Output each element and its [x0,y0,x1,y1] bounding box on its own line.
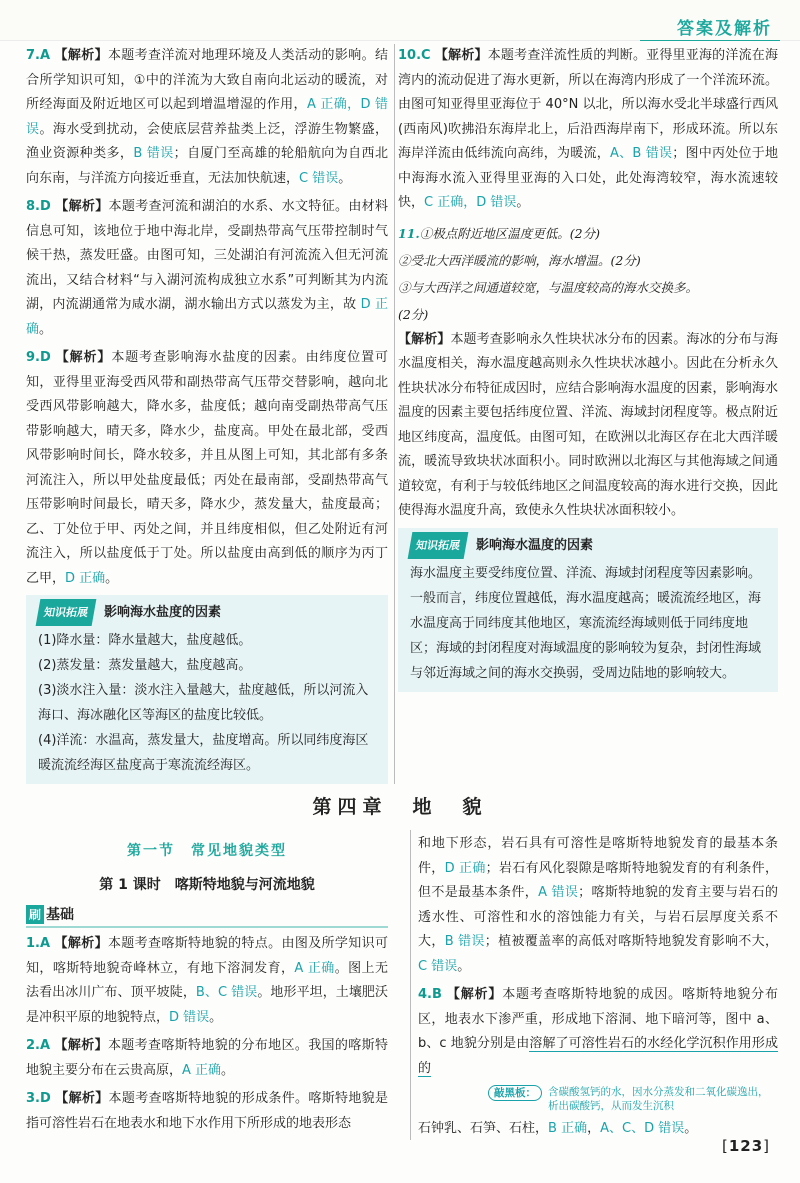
question-number: 10. [398,48,422,63]
analysis-tag: 【解析】 [54,1038,108,1053]
right-column-top [398,44,778,692]
analysis-paragraph [398,328,778,524]
question-number: 2. [26,1038,40,1053]
knowledge-extension-temperature [398,528,778,692]
knowledge-extension-header [38,599,378,626]
answer-letter: A [39,1038,51,1053]
judgement: A、B 错误 [610,146,673,161]
analysis-tag: 【解析】 [434,48,488,63]
knowledge-extension-title: 影响海水温度的因素 [476,537,594,553]
underlined-text: 溶解了可溶性岩石的水经化学沉积作用形成的 [418,1036,778,1076]
analysis-text: 。图上无法看出冰川广布、顶平坡陡， [26,960,388,1000]
question-number: 11. [398,225,420,241]
knowledge-line: (1)降水量：降水量越大，盐度越低。 [38,633,252,648]
handwritten-text: ①极点附近地区温度更低。(2分) [419,225,600,241]
analysis-text: 本题考查喀斯特地貌的特点。由图及所学知识可知，喀斯特地貌奇峰林立，有地下溶洞发育， [26,936,388,976]
judgement: B、C 错误 [195,985,258,1000]
answer-8 [26,195,388,342]
analysis-text: 。 [209,1009,223,1025]
header-rule [640,40,780,41]
left-column-bottom [26,836,388,1140]
answer-9 [26,346,388,591]
analysis-text: 。 [457,958,471,974]
column-divider-bottom [410,830,411,1140]
lesson-title: 第 1 课时 喀斯特地貌与河流地貌 [99,877,315,893]
answer-3 [26,1087,388,1136]
question-number: 7. [26,48,40,63]
knowledge-text: 海水温度主要受纬度位置、洋流、海域封闭程度等因素影响。一般而言，纬度位置越低，海水温度越高；暖流流经地区，海水温度高于同纬度其他地区，寒流流经海域则低于同纬度地区；海域的封闭程度对海域温度的影响较为复杂，封闭性海域与邻近海域之间的海水交换弱，受周边陆地的影响较大。 [410,565,762,681]
analysis-tag: 【解析】 [55,1091,109,1106]
analysis-tag: 【解析】 [54,936,108,951]
judgement: D 正确 [26,297,388,337]
judgement: D 错误 [169,1009,210,1025]
analysis-tag: 【解析】 [446,987,503,1002]
question-number: 3. [26,1091,40,1106]
analysis-text: 。 [516,195,530,210]
judgement: B 错误 [133,146,174,161]
answer-letter: A [39,48,51,63]
judgement: A 正确，D 错误 [26,97,388,137]
judgement: B 错误 [444,934,485,949]
analysis-text: ；喀斯特地貌的发育主要与岩石的透水性、可溶性和水的溶蚀能力有关，与岩石层厚度关系不大， [418,885,778,949]
analysis-text: 。 [684,1121,698,1136]
question-number: 8. [26,199,40,214]
shua-badge: 刷 [26,905,44,924]
judgement: B 正确 [548,1121,588,1136]
analysis-text: 石钟乳、石笋、石柱， [418,1121,549,1136]
handwritten-answer-line: ②受北大西洋暖流的影响，海水增温。(2分) [398,252,641,268]
answer-11 [398,220,778,524]
header-bar [0,0,800,41]
knowledge-extension-title: 影响海水盐度的因素 [104,605,222,620]
answer-3-continued [418,832,778,979]
handwritten-answer-line: (2分) [398,306,429,322]
answer-1 [26,932,388,1030]
chapter-title: 第四章 地 貌 [312,796,488,818]
knowledge-extension-badge: 知识拓展 [36,599,97,626]
knowledge-line: (4)洋流：水温高，蒸发量大，盐度增高。所以同纬度海区暖流流经海区盐度高于寒流流经海区。 [38,733,369,773]
basics-header [26,904,388,928]
judgement: A 正确 [294,960,335,976]
answer-letter: D [39,199,51,214]
column-divider-top [394,44,395,784]
analysis-text: 本题考查洋流性质的判断。亚得里亚海的洋流在海湾内的流动促进了海水更新，所以在海湾内形成了一个洋流环流。由图可知亚得里亚海位于 40°N 以北，所以海水受北半球盛行西风(西南风)吹拂沿东海岸北上，后沿西海岸南下，形成环流。所以东海岸洋流由低纬流向高纬，为暖流， [398,48,778,161]
analysis-text: ；图中丙处位于地中海海水流入亚得里亚海的入口处，此处海湾较窄，海水流速较快， [398,146,778,210]
handwritten-answer-line [398,220,778,247]
analysis-text: 。地形平坦，土壤肥沃是冲积平原的地貌特点， [26,985,388,1025]
analysis-text: ， [587,1121,601,1136]
analysis-text: 本题考查河流和湖泊的水系、水文特征。由材料信息可知，该地位于地中海北岸，受副热带高气压带控制时气候干热，蒸发旺盛。由图可知，三处湖泊有河流流入但无河流流出，又结合材料“与入湖河流构成独立水系”可判断其为内流湖，内流湖通常为咸水湖，湖水输出方式以蒸发为主，故 [26,199,388,312]
left-column-top [26,44,388,784]
knowledge-line: (3)淡水注入量：淡水注入量越大，盐度越低，所以河流入海口、海冰融化区等海区的盐度比较低。 [38,683,369,723]
section-title: 第一节 常见地貌类型 [127,843,287,859]
answer-7 [26,44,388,191]
page-number: [123] [721,1137,770,1155]
knowledge-extension-salinity [26,595,388,784]
analysis-text: 本题考查喀斯特地貌的分布地区。我国的喀斯特地貌主要分布在云贵高原， [26,1038,388,1078]
analysis-tag: 【解析】 [55,350,112,365]
analysis-text: 。海水受到扰动，会使底层营养盐类上泛，浮游生物繁盛，渔业资源种类多， [26,121,388,161]
question-number: 4. [418,987,432,1002]
knowledge-extension-header [410,532,768,559]
answer-letter: D [39,350,51,365]
note-badge: 敲黑板： [488,1085,542,1101]
analysis-text: 本题考查洋流对地理环境及人类活动的影响。结合所学知识可知，①中的洋流为大致自南向北运动的暖流，对所经海面及附近地区可以起到增温增湿的作用， [26,48,388,112]
knowledge-line: (2)蒸发量：蒸发量越大，盐度越高。 [38,658,252,673]
judgement: C 错误 [418,958,458,974]
answer-letter: B [431,987,442,1002]
analysis-text: 。 [221,1062,235,1078]
teacher-note [488,1085,778,1113]
analysis-text: 。 [39,321,53,337]
analysis-text: 本题考查喀斯特地貌的成因。喀斯特地貌分布区，地表水下渗严重，形成地下溶洞、地下暗河等，图中 a、b、c 地貌分别是由 [418,987,778,1051]
analysis-text: 本题考查影响永久性块状冰分布的因素。海冰的分布与海水温度相关，海水温度越高则永久性块状冰越小。因此在分析永久性块状冰分布特征成因时，应结合影响海水温度的因素，影响海水温度的因素主要包括纬度位置、洋流、海域封闭程度等。极点附近地区纬度高，温度低。由图可知，在欧洲以北海区存在北大西洋暖流，暖流导致块状冰面积小。同时欧洲以北海区与其他海域之间通道较宽，有利于与较低纬地区之间温度较高的海水进行交换，因此使得海水温度升高，致使永久性块状冰面积较小。 [398,331,778,518]
right-column-bottom [418,832,778,1146]
analysis-text: ；岩石有风化裂隙是喀斯特地貌发育的有利条件，但不是最基本条件， [418,860,778,900]
analysis-text: 。 [105,570,119,586]
judgement: C 正确，D 错误 [424,195,517,210]
answer-2 [26,1034,388,1083]
analysis-text: ；植被覆盖率的高低对喀斯特地貌发育影响不大， [484,934,778,949]
answer-letter: C [421,48,431,63]
note-text: 含碳酸氢钙的水，因水分蒸发和二氧化碳逸出，析出碳酸钙，从而发生沉积 [548,1086,769,1112]
answer-10 [398,44,778,216]
judgement: D 正确 [444,860,486,876]
analysis-text: 本题考查影响海水盐度的因素。由纬度位置可知，亚得里亚海受西风带和副热带高气压带交替影响，越向北受西风带影响越大，降水多，盐度低；越向南受副热带高气压带影响越大，晴天多，降水少，盐度高。甲处在最北部，受西风带影响时间长，降水较多，并且从图上可知，其北部有多条河流注入，所以甲处盐度最低；丙处在最南部，受副热带高气压带影响时间最长，晴天多，降水少，蒸发量大，盐度最高；乙、丁处位于甲、丙处之间，并且纬度相似，但乙处附近有河流注入，所以盐度低于丁处。所以盐度由高到低的顺序为丙丁乙甲， [26,350,388,586]
page-number-value: 123 [728,1137,764,1155]
answer-letter: A [39,936,51,951]
question-number: 9. [26,350,40,365]
judgement: A、C、D 错误 [600,1121,685,1136]
judgement: A 正确 [182,1062,222,1078]
analysis-tag: 【解析】 [54,48,108,63]
judgement: D 正确 [65,570,106,586]
knowledge-extension-badge: 知识拓展 [408,532,469,559]
header-title: 答案及解析 [677,19,772,39]
basics-label: 基础 [46,907,75,923]
analysis-text: 本题考查喀斯特地貌的形成条件。喀斯特地貌是指可溶性岩石在地表水和地下水作用下所形成的地表形态 [26,1091,388,1131]
answer-4 [418,983,778,1081]
analysis-text: 和地下形态，岩石具有可溶性是喀斯特地貌发育的最基本条件， [418,836,778,876]
analysis-tag: 【解析】 [398,331,451,347]
analysis-text: ；自厦门至高雄的轮船航向为自西北向东南，与洋流方向接近垂直，无法加快航速， [26,146,388,186]
judgement: C 错误 [299,170,339,186]
analysis-tag: 【解析】 [55,199,109,214]
judgement: A 错误 [538,885,579,900]
handwritten-answer-line: ③与大西洋之间通道较宽，与温度较高的海水交换多。 [398,279,699,295]
question-number: 1. [26,936,40,951]
answer-letter: D [39,1091,51,1106]
analysis-text: 。 [338,170,352,186]
